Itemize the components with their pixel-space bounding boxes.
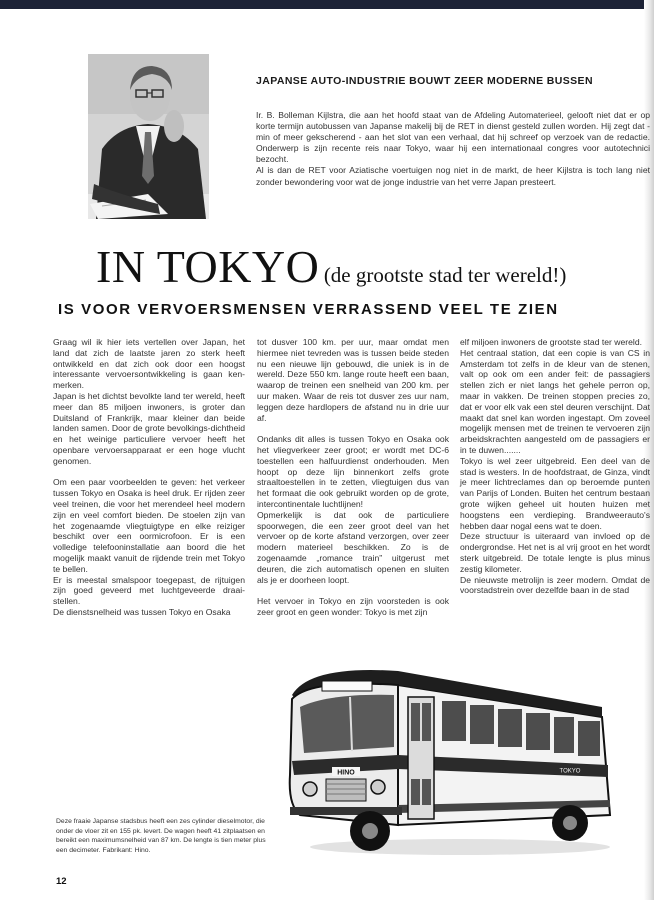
- headline: [96, 240, 654, 293]
- paragraph: Het centraal station, dat een copie is van CS in Amsterdam tot zelfs in de kleur van de stenen, valt op ook om een ander feit: de passagiers stellen zich er niet langs het gehele perron op, maar in vakken. De treinen stoppen precies zo, dat er voor elk vak een stel deuren verschijnt. Dat maakt dat snel kan worden ingestapt. Om zoveel mogelijk mensen met de treinen te vervoeren zijn arbeidskrachten aangesteld om de passagiers er in te duwen.......: [460, 347, 650, 455]
- article-column-1: [53, 337, 245, 618]
- portrait-photo: [88, 54, 209, 219]
- paragraph: Tokyo is wel zeer uitgebreid. Een deel van de stad is westers. In de hoofdstraat, de Ginza, vindt je meer lichtreclames dan op beroemde punten van Parijs of Londen. Buiten het centrum bestaan grote wijken geheel uit houten huizen met hoogstens een verdieping. Brandweerauto's hebben daar nogal eens wat te doen.: [460, 455, 650, 531]
- page-number: 12: [56, 876, 67, 887]
- paragraph: Deze structuur is uiteraard van invloed op de ondergrondse. Het net is al vrij groot en het wordt sterk uitgebreid. De totale lengte is plus minus zestig kilometer.: [460, 531, 650, 574]
- photo-caption: Deze fraaie Japanse stadsbus heeft een zes cylinder dieselmotor, die onder de vloer zit en 155 pk. levert. De wagen heeft 41 zitplaatsen en bereikt een maximumsnelheid van 87 km. De lengte is tien meter plus een decimeter. Fabrikant: Hino.: [56, 818, 266, 854]
- paragraph: elf miljoen inwoners de grootste stad ter wereld.: [460, 337, 642, 347]
- intro-paragraph: Ir. B. Bolleman Kijlstra, die aan het hoofd staat van de Afdeling Automaterieel, gelooft niet dat er op korte termijn autobussen van Japanse makelij bij de RET in dienst gesteld zullen worden. Hij zegt dat - min of meer gekscherend - aan het slot van een verhaal, dat hij schreef op verzoek van de redactie. Onderwerp is zijn recente reis naar Tokyo, waar hij een internationaal congres voor autotechnici bezocht.: [256, 110, 650, 165]
- intro-heading: JAPANSE AUTO-INDUSTRIE BOUWT ZEER MODERNE BUSSEN: [256, 75, 593, 87]
- paragraph: Er is meestal smalspoor toegepast, de rijtuigen zijn goed geveerd met luchtgeveerde draai-stellen.: [53, 574, 245, 607]
- bus-brand-label: HINO: [337, 769, 355, 777]
- paragraph: tot dusver 100 km. per uur, maar omdat men hiermee niet tevreden was is tussen beide steden nu een nieuwe lijn gebouwd, die uniek is in de wereld. Deze 550 km. lange route heeft een baan, waarop de treinen een snelheid van 200 km. per uur maken. Waar de reis tot dusver zes uur nam, leggen deze hardlopers de afstand nu in drie uur af.: [257, 337, 449, 423]
- paragraph: De dienstsnelheid was tussen Tokyo en Osaka: [53, 606, 231, 617]
- paragraph: Ondanks dit alles is tussen Tokyo en Osaka ook het vliegverkeer zeer groot; er wordt met DC-6 toestellen een halfuurdienst onderhouden. Men hoopt op deze lijn binnenkort zelfs grote straaltoestellen in te zetten, vliegtuigen dus van het formaat die ook gebruikt worden op de grote, intercontinentale luchtlijnen!: [257, 434, 449, 509]
- paragraph: Japan is het dichtst bevolkte land ter wereld, heeft meer dan 85 miljoen inwoners, is groter dan Duitsland of Frankrijk, maar kleiner dan beide landen samen. Door de grote bevolkings-dichtheid en het weinige particuliere vervoer heeft het openbare vervoersapparaat er een hoge vlucht genomen.: [53, 390, 245, 466]
- intro-paragraph: Al is dan de RET voor Aziatische voertuigen nog niet in de markt, de heer Kijlstra is toch lang niet zonder bewondering voor wat de jonge industrie van het verre Japan presteert.: [256, 165, 650, 187]
- paragraph: Om een paar voorbeelden te geven: het verkeer tussen Tokyo en Osaka is heel druk. Er rijden zeer veel treinen, die voor het merendeel heel modern zijn en veel comfort bieden. De stoelen zijn van het zogenaamde vliegtuigtype en elke reiziger beschikt over een oormicrofoon. Er is een volledige telefooninstallatie aan boord die het mogelijk maakt vanuit de rijdende trein met Tokyo te bellen.: [53, 477, 245, 574]
- headline-subtitle: IS VOOR VERVOERSMENSEN VERRASSEND VEEL TE ZIEN: [58, 301, 559, 318]
- intro-text: [256, 110, 650, 188]
- paragraph: Opmerkelijk is dat ook de particuliere spoorwegen, die een zeer groot deel van het vervoer op de korte afstand verzorgen, over zeer modern materieel beschikken. Zo is de zogenaamde „romance train” uitgerust met deuren, die zich automatisch openen en sluiten als je er doorheen loopt.: [257, 509, 449, 585]
- article-column-3: [460, 337, 650, 596]
- top-border: [0, 0, 654, 9]
- article-column-2: [257, 337, 449, 618]
- paragraph: Graag wil ik hier iets vertellen over Japan, het land dat zich de laatste jaren zo sterk heeft ontwikkeld en dat zich ook door een hoogst interessante vervoersontwikkeling is gaan ken-merken.: [53, 337, 245, 391]
- headline-aside: (de grootste stad ter wereld!): [323, 263, 567, 287]
- headline-main: IN TOKYO: [96, 241, 320, 292]
- paragraph: De nieuwste metrolijn is zeer modern. Omdat de voorstadstrein over dezelfde baan in de stad: [460, 574, 650, 596]
- bus-photo: [270, 655, 615, 860]
- paragraph: Het vervoer in Tokyo en zijn voorsteden is ook zeer groot en geen wonder: Tokyo is met zijn: [257, 596, 449, 617]
- bus-side-label: TOKYO: [559, 768, 581, 775]
